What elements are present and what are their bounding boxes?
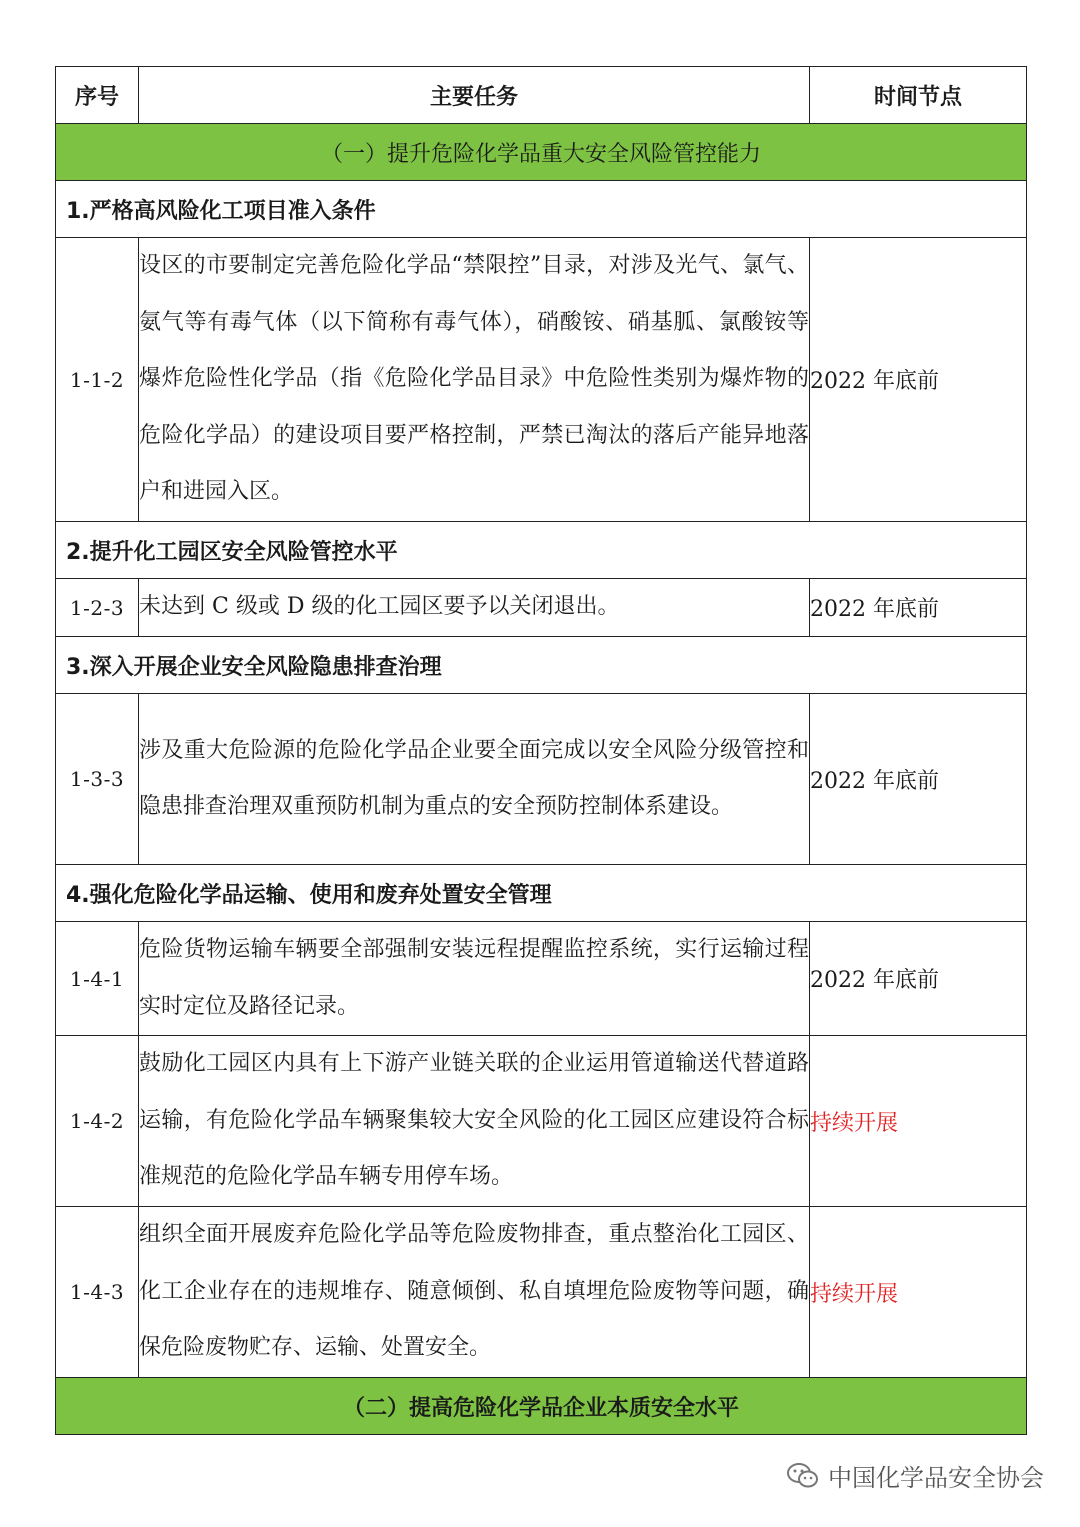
section-row bbox=[56, 1378, 1027, 1435]
watermark bbox=[786, 1458, 1044, 1493]
row-task: 组织全面开展废弃危险化学品等危险废物排查，重点整治化工园区、化工企业存在的违规堆存、随意倾倒、私自填埋危险废物等问题，确保危险废物贮存、运输、处置安全。 bbox=[139, 1207, 810, 1378]
row-due: 2022 年底前 bbox=[810, 238, 1027, 522]
row-num: 1-4-3 bbox=[56, 1207, 139, 1378]
row-task: 鼓励化工园区内具有上下游产业链关联的企业运用管道输送代替道路运输，有危险化学品车辆聚集较大安全风险的化工园区应建设符合标准规范的危险化学品车辆专用停车场。 bbox=[139, 1036, 810, 1207]
header-due: 时间节点 bbox=[810, 67, 1027, 124]
subsection-title: 4.强化危险化学品运输、使用和废弃处置安全管理 bbox=[56, 865, 1027, 922]
wechat-icon bbox=[786, 1461, 820, 1491]
row-due: 2022 年底前 bbox=[810, 922, 1027, 1036]
row-num: 1-3-3 bbox=[56, 694, 139, 865]
header-task: 主要任务 bbox=[139, 67, 810, 124]
row-due: 2022 年底前 bbox=[810, 694, 1027, 865]
row-num: 1-4-2 bbox=[56, 1036, 139, 1207]
header-num: 序号 bbox=[56, 67, 139, 124]
row-num: 1-1-2 bbox=[56, 238, 139, 522]
row-task: 涉及重大危险源的危险化学品企业要全面完成以安全风险分级管控和隐患排查治理双重预防机制为重点的安全预防控制体系建设。 bbox=[139, 694, 810, 865]
table-row bbox=[56, 579, 1027, 637]
table-row bbox=[56, 1036, 1027, 1207]
subsection-row bbox=[56, 522, 1027, 579]
table-row bbox=[56, 694, 1027, 865]
watermark-text: 中国化学品安全协会 bbox=[828, 1464, 1044, 1492]
subsection-title: 2.提升化工园区安全风险管控水平 bbox=[56, 522, 1027, 579]
row-due: 持续开展 bbox=[810, 1207, 1027, 1378]
table-row bbox=[56, 1207, 1027, 1378]
section-title: （一）提升危险化学品重大安全风险管控能力 bbox=[56, 124, 1027, 181]
row-num: 1-4-1 bbox=[56, 922, 139, 1036]
subsection-row bbox=[56, 637, 1027, 694]
section-title: （二）提高危险化学品企业本质安全水平 bbox=[56, 1378, 1027, 1435]
subsection-row bbox=[56, 865, 1027, 922]
table-header-row bbox=[56, 67, 1027, 124]
section-row bbox=[56, 124, 1027, 181]
row-num: 1-2-3 bbox=[56, 579, 139, 637]
row-task: 设区的市要制定完善危险化学品“禁限控”目录，对涉及光气、氯气、氨气等有毒气体（以下简称有毒气体），硝酸铵、硝基胍、氯酸铵等爆炸危险性化学品（指《危险化学品目录》中危险性类别为爆炸物的危险化学品）的建设项目要严格控制，严禁已淘汰的落后产能异地落户和进园入区。 bbox=[139, 238, 810, 522]
subsection-title: 3.深入开展企业安全风险隐患排查治理 bbox=[56, 637, 1027, 694]
row-due: 持续开展 bbox=[810, 1036, 1027, 1207]
table-row bbox=[56, 922, 1027, 1036]
row-task: 危险货物运输车辆要全部强制安装远程提醒监控系统，实行运输过程实时定位及路径记录。 bbox=[139, 922, 810, 1036]
task-table bbox=[55, 66, 1027, 1435]
row-due: 2022 年底前 bbox=[810, 579, 1027, 637]
subsection-row bbox=[56, 181, 1027, 238]
table-row bbox=[56, 238, 1027, 522]
subsection-title: 1.严格高风险化工项目准入条件 bbox=[56, 181, 1027, 238]
row-task: 未达到 C 级或 D 级的化工园区要予以关闭退出。 bbox=[139, 579, 810, 637]
